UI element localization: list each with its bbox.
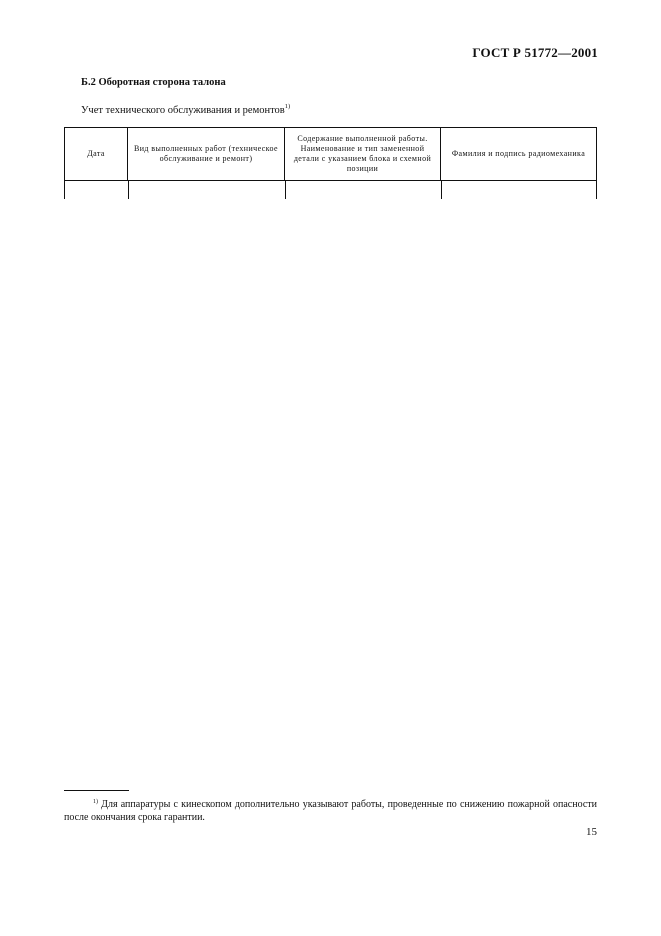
section-title: Б.2 Оборотная сторона талона bbox=[81, 77, 226, 88]
footnote-marker: 1) bbox=[93, 799, 98, 805]
footnote-separator bbox=[64, 790, 129, 791]
service-record-table bbox=[64, 127, 597, 199]
table-column-divider bbox=[285, 180, 286, 199]
footnote-reference: 1) bbox=[284, 103, 291, 110]
page-number: 15 bbox=[586, 826, 597, 838]
table-header-row bbox=[65, 128, 596, 181]
table-column-divider bbox=[128, 180, 129, 199]
table-caption-text: Учет технического обслуживания и ремонтов bbox=[81, 105, 285, 116]
column-header-signature: Фамилия и подпись радиомеханика bbox=[451, 149, 586, 158]
table-caption bbox=[81, 103, 290, 116]
table-column-divider bbox=[441, 180, 442, 199]
column-header-work-content: Содержание выполненной работы. Наименование и тип замененной детали с указанием блока и схемной позиции bbox=[285, 128, 441, 180]
column-header-date: Дата bbox=[65, 128, 128, 180]
column-header-work-type: Вид выполненных работ (техническое обслуживание и ремонт) bbox=[128, 128, 285, 180]
document-standard-number: ГОСТ Р 51772—2001 bbox=[472, 45, 598, 60]
footnote-text: Для аппаратуры с кинескопом дополнительно указывают работы, проведенные по снижению пожарной опасности после окончания срока гарантии. bbox=[64, 799, 597, 823]
footnote bbox=[64, 796, 597, 824]
